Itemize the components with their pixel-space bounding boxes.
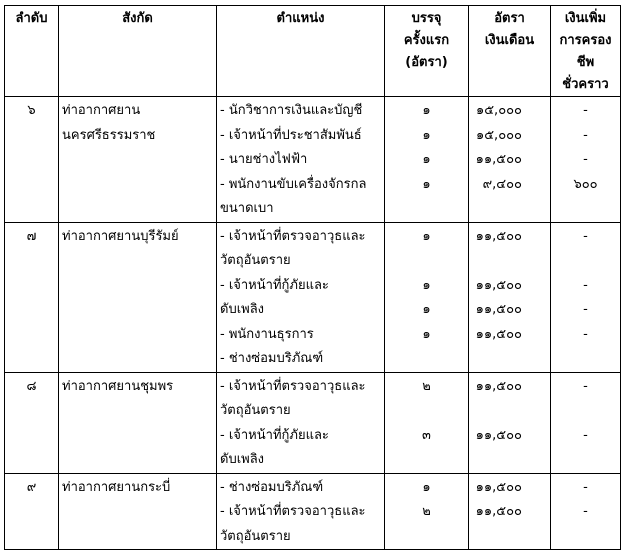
position-item: วัตถุอันตราย <box>220 528 291 544</box>
salary-value <box>469 525 550 550</box>
position-item: - เจ้าหน้าที่ตรวจอาวุธและ <box>220 228 366 244</box>
allowance-value <box>551 249 620 274</box>
allowance-value <box>551 197 620 222</box>
salary-value <box>469 197 550 222</box>
header-position: ตำแหน่ง <box>217 6 385 97</box>
allowance-value: - <box>583 103 588 118</box>
header-salary <box>469 6 551 97</box>
allowance-value: - <box>583 427 588 443</box>
position-item: - เจ้าหน้าที่กู้ภัยและ <box>220 427 329 443</box>
row-number <box>5 372 59 473</box>
allowance-list <box>551 222 621 372</box>
row-number-text: ๘ <box>26 378 37 394</box>
salary-value: ๑๑,๕๐๐ <box>475 504 522 519</box>
allowance-list <box>551 372 621 473</box>
allowance-value <box>551 347 620 372</box>
hire-count <box>385 197 468 222</box>
header-hire-line: (อัตรา) <box>405 55 448 70</box>
table-row <box>5 222 621 372</box>
hire-count: ๓ <box>422 427 431 443</box>
hire-count: ๑ <box>422 302 431 317</box>
unit-name-line: ท่าอากาศยานบุรีรัมย์ <box>62 228 179 244</box>
position-list <box>217 473 385 550</box>
position-item: - นักวิชาการเงินและบัญชี <box>220 103 363 118</box>
position-item: - ช่างซ่อมบริภัณฑ์ <box>220 351 324 366</box>
salary-value: ๑๑,๕๐๐ <box>475 277 522 293</box>
header-row <box>5 6 621 97</box>
position-item: วัตถุอันตราย <box>220 403 291 418</box>
position-item: - เจ้าหน้าที่ประชาสัมพันธ์ <box>220 127 362 143</box>
position-item: - พนักงานธุรการ <box>220 326 314 342</box>
hire-count: ๑ <box>422 326 431 342</box>
position-table <box>4 5 621 550</box>
hire-count: ๑ <box>422 228 431 244</box>
hire-count: ๑ <box>422 103 431 118</box>
hire-count-list <box>385 372 469 473</box>
position-list <box>217 372 385 473</box>
position-item: - ช่างซ่อมบริภัณฑ์ <box>220 479 324 495</box>
salary-list <box>469 222 551 372</box>
position-item: - นายช่างไฟฟ้า <box>220 152 308 167</box>
header-salary-line: เงินเดือน <box>484 33 535 48</box>
salary-value: ๑๕,๐๐๐ <box>475 103 522 118</box>
header-hire-line: ครั้งแรก <box>403 33 450 48</box>
position-list <box>217 97 385 223</box>
position-item: ดับเพลิง <box>220 302 265 317</box>
allowance-value: - <box>583 228 588 244</box>
position-list <box>217 222 385 372</box>
position-item: วัตถุอันตราย <box>220 253 291 268</box>
allowance-value: - <box>583 479 588 495</box>
allowance-value: - <box>583 277 588 293</box>
hire-count <box>385 448 468 473</box>
salary-list <box>469 372 551 473</box>
hire-count: ๑ <box>422 277 431 293</box>
header-hire-line: บรรจุ <box>411 11 442 26</box>
allowance-value: - <box>583 127 588 143</box>
salary-value: ๑๑,๕๐๐ <box>475 228 522 244</box>
row-number-text: ๙ <box>26 479 37 495</box>
allowance-value <box>551 525 620 550</box>
allowance-value: - <box>583 302 588 317</box>
salary-value: ๑๕,๐๐๐ <box>475 127 522 143</box>
salary-value: ๑๑,๕๐๐ <box>475 479 522 495</box>
table-row <box>5 473 621 550</box>
allowance-value: ๖๐๐ <box>573 176 598 192</box>
position-item: ดับเพลิง <box>220 452 265 467</box>
position-item: - เจ้าหน้าที่ตรวจอาวุธและ <box>220 378 366 394</box>
salary-value: ๑๑,๕๐๐ <box>475 378 522 394</box>
position-item: ขนาดเบา <box>220 201 274 216</box>
salary-list <box>469 473 551 550</box>
header-unit: สังกัด <box>59 6 217 97</box>
unit-name-line: นครศรีธรรมราช <box>62 127 156 143</box>
hire-count: ๒ <box>422 504 431 519</box>
hire-count-list <box>385 97 469 223</box>
unit-name-line: ท่าอากาศยาน <box>62 103 141 118</box>
salary-value <box>469 448 550 473</box>
allowance-value: - <box>583 504 588 519</box>
allowance-value <box>551 448 620 473</box>
row-number <box>5 473 59 550</box>
salary-value: ๑๑,๕๐๐ <box>475 152 522 167</box>
allowance-value <box>551 399 620 424</box>
header-hire <box>385 6 469 97</box>
position-item: - พนักงานขับเครื่องจักรกล <box>220 176 367 192</box>
salary-value <box>469 249 550 274</box>
salary-value: ๑๑,๕๐๐ <box>475 427 522 443</box>
unit-name <box>59 372 217 473</box>
hire-count <box>385 347 468 372</box>
unit-name-line: ท่าอากาศยานกระบี่ <box>62 479 171 495</box>
hire-count: ๑ <box>422 127 431 143</box>
salary-value: ๙,๔๐๐ <box>482 176 522 192</box>
salary-value: ๑๑,๕๐๐ <box>475 302 522 317</box>
hire-count: ๑ <box>422 479 431 495</box>
header-allowance <box>551 6 621 97</box>
hire-count-list <box>385 473 469 550</box>
allowance-list <box>551 97 621 223</box>
hire-count: ๑ <box>422 176 431 192</box>
salary-value <box>469 347 550 372</box>
row-number-text: ๗ <box>26 228 37 244</box>
salary-value: ๑๑,๕๐๐ <box>475 326 522 342</box>
hire-count-list <box>385 222 469 372</box>
header-allowance-line: เงินเพิ่ม <box>564 11 607 26</box>
allowance-list <box>551 473 621 550</box>
hire-count <box>385 525 468 550</box>
table-row <box>5 97 621 223</box>
unit-name <box>59 473 217 550</box>
header-no: ลำดับ <box>5 6 59 97</box>
allowance-value: - <box>583 378 588 394</box>
salary-value <box>469 399 550 424</box>
row-number <box>5 97 59 223</box>
unit-name <box>59 222 217 372</box>
row-number <box>5 222 59 372</box>
unit-name-line: ท่าอากาศยานชุมพร <box>62 378 174 394</box>
allowance-value: - <box>583 152 588 167</box>
hire-count: ๒ <box>422 378 431 394</box>
header-salary-line: อัตรา <box>494 11 525 26</box>
hire-count <box>385 249 468 274</box>
hire-count <box>385 399 468 424</box>
header-allowance-line: ชั่วคราว <box>562 77 609 92</box>
salary-list <box>469 97 551 223</box>
table-row <box>5 372 621 473</box>
allowance-value: - <box>583 326 588 342</box>
header-allowance-line: การครองชีพ <box>559 33 612 70</box>
row-number-text: ๖ <box>27 103 36 118</box>
unit-name <box>59 97 217 223</box>
hire-count: ๑ <box>422 152 431 167</box>
position-item: - เจ้าหน้าที่กู้ภัยและ <box>220 277 329 293</box>
position-item: - เจ้าหน้าที่ตรวจอาวุธและ <box>220 504 366 519</box>
